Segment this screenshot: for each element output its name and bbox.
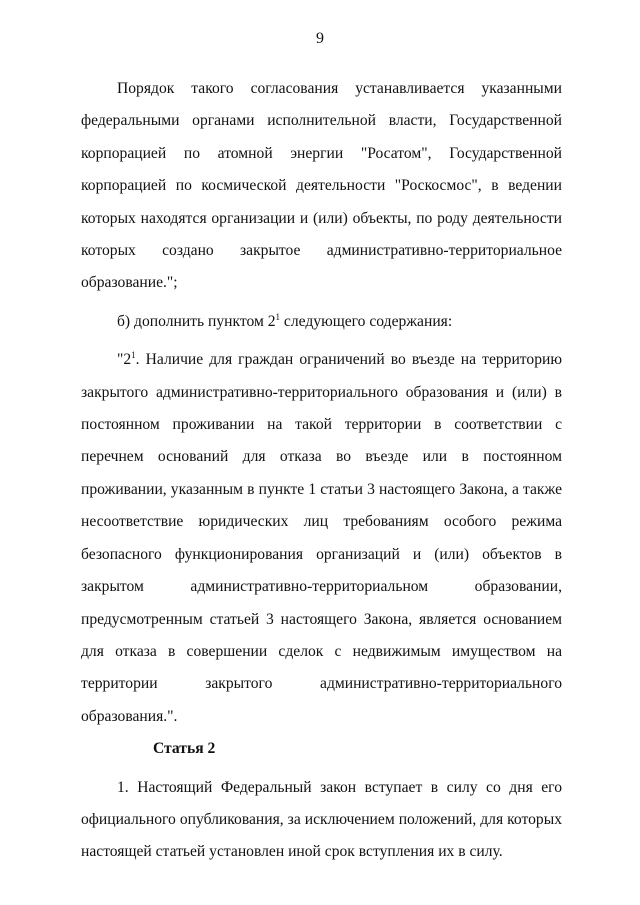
clause-2-1-number: "2 <box>117 351 132 369</box>
paragraph-approval-procedure: Порядок такого согласования устанавливается указанными федеральными органами исполнительной власти, Государственной корпорацией по атомной энергии "Росатом", Государственной корпорацией по космической деятельности "Роскосмос", в ведении которых находятся организации и (или) объекты, по роду деятельности которых создано закрытое административно-территориальное образование."; <box>81 80 562 292</box>
page-number: 9 <box>316 30 324 47</box>
amendment-b-text-end: следующего содержания: <box>280 312 453 330</box>
document-body <box>81 73 562 869</box>
clause-2-1-text: . Наличие для граждан ограничений во въезде на территорию закрытого административно-территориального образования и (или) в постоянном проживании на такой территории в соответствии с перечнем оснований для отказа во въезде или в постоянном проживании, указанным в пункте 1 статьи 3 настоящего Закона, а также несоответствие юридических лиц требованиям особого режима безопасного функционирования организаций и (или) объектов в закрытом административно-территориальном образовании, предусмотренным статьей 3 настоящего Закона, является основанием для отказа в совершении сделок с недвижимым имуществом на территории закрытого административно-территориального образования.". <box>81 351 562 725</box>
amendment-b-superscript: 1 <box>275 311 281 322</box>
paragraph-article-2-item-1: 1. Настоящий Федеральный закон вступает в силу со дня его официального опубликования, за исключением положений, для которых настоящей статьей установлен иной срок вступления их в силу. <box>81 778 562 861</box>
article-2-heading: Статья 2 <box>153 740 216 758</box>
clause-2-1-superscript: 1 <box>131 350 136 361</box>
amendment-b-text-start: б) дополнить пунктом 2 <box>117 312 276 330</box>
paragraph-clause-2-1 <box>81 344 562 733</box>
paragraph-amendment-b <box>81 306 562 338</box>
